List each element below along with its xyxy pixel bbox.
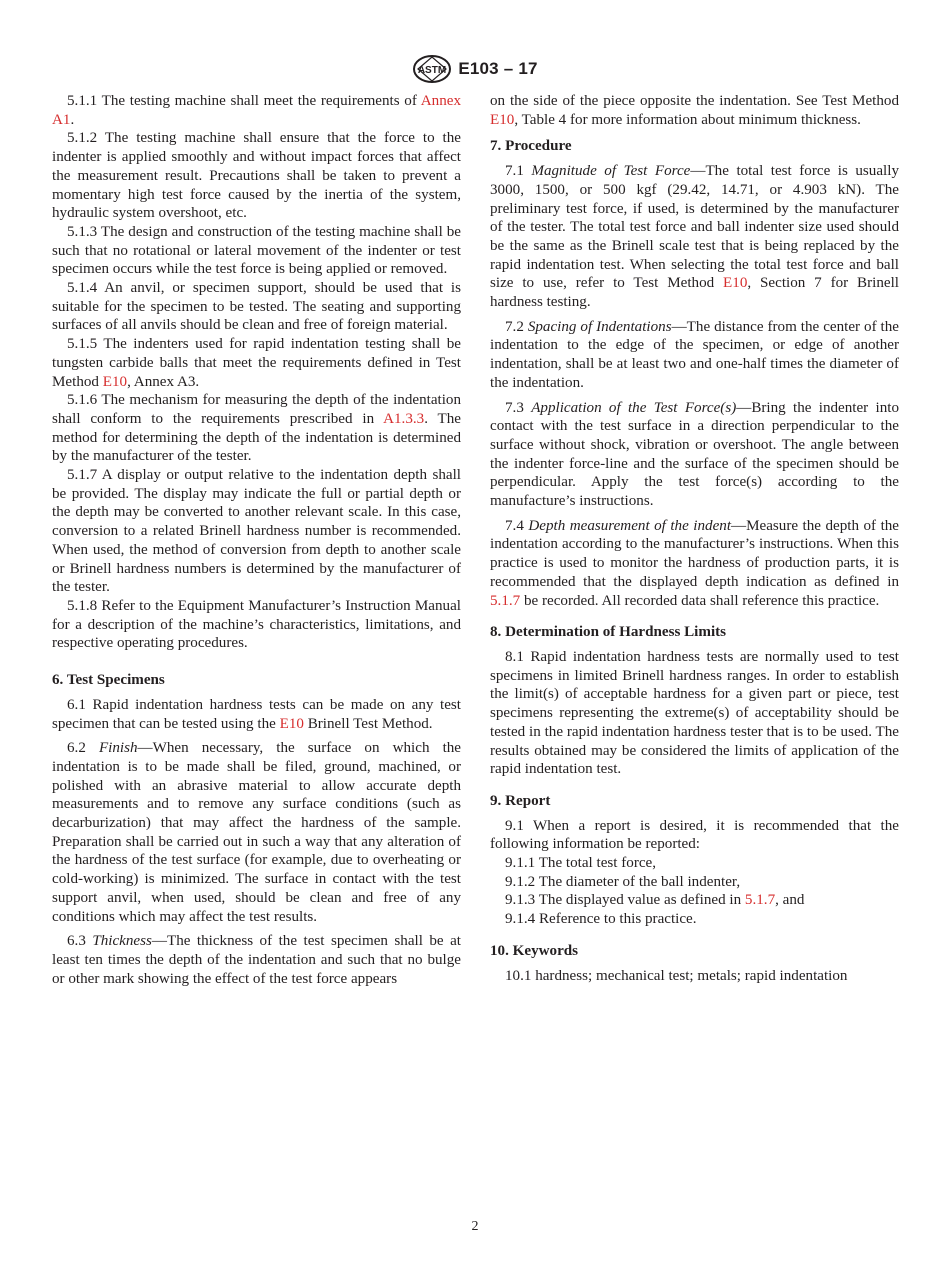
astm-logo-text: ASTM (418, 65, 447, 76)
para-8-1: 8.1 Rapid indentation hardness tests are normally used to test specimens in limited Brinell hardness ranges. In order to establish the limit(s) of acceptable hardness for a given part or piece, test specimens representing the extreme(s) of acceptability should be tested in the rapid indentation hardness tester that is to be used. The results obtained may be considered the limits of application of the rapid indentation test. (490, 648, 899, 778)
document-id: E103 – 17 (458, 59, 538, 78)
para-6-3-continued: on the side of the piece opposite the indentation. See Test Method E10, Table 4 for more information about minimum thickness. (490, 93, 899, 128)
para-5-1-3: 5.1.3 The design and construction of the testing machine shall be such that no rotational or lateral movement of the indenter or test specimen occurs while the test force is being applied or removed. (52, 223, 461, 278)
ref-5-1-7-link[interactable]: 5.1.7 (744, 892, 776, 909)
ref-e10-link[interactable]: E10 (490, 111, 515, 128)
left-column (52, 92, 461, 988)
para-10-1: 10.1 hardness; mechanical test; metals; rapid indentation (505, 967, 848, 984)
para-5-1-1: 5.1.1 The testing machine shall meet the requirements of Annex A1. (52, 93, 461, 128)
ref-5-1-7-link[interactable]: 5.1.7 (490, 592, 521, 609)
para-5-1-4: 5.1.4 An anvil, or specimen support, should be used that is suitable for the specimen to be tested. The seating and supporting surfaces of all anvils should be clean and free of foreign material. (52, 280, 461, 334)
section-8-heading: 8. Determination of Hardness Limits (490, 624, 727, 641)
right-column (490, 92, 899, 985)
para-9-1-3: 9.1.3 The displayed value as defined in 5.1.7, and (505, 892, 805, 909)
section-9-heading: 9. Report (490, 792, 551, 809)
para-6-2: 6.2 Finish—When necessary, the surface on which the indentation is to be made shall be filed, ground, machined, or polished with an abrasive material to allow accurate depth measurements and to remove any surface conditions (such as decarburization) that may affect the hardness of the sample. Preparation shall be carried out in such a way that any alteration of the hardness of the test surface (for example, due to overheating or cold-working) is minimized. The surface in contact with the test support anvil, when used, should be clean and free of any conditions which may affect the test results. (52, 740, 462, 925)
page-number: 2 (471, 1219, 479, 1234)
ref-e10-link[interactable]: E10 (279, 715, 304, 732)
astm-logo-icon (412, 54, 452, 84)
para-9-1: 9.1 When a report is desired, it is recommended that the following information be reported: (490, 817, 899, 853)
ref-e10-link[interactable]: E10 (723, 275, 748, 292)
para-9-1-2: 9.1.2 The diameter of the ball indenter, (505, 873, 741, 890)
para-7-2: 7.2 Spacing of Indentations—The distance from the center of the indentation to the edge of the specimen, or edge of another indentation, shall be at least two and one-half times the diameter of the indentation. (490, 318, 899, 391)
para-5-1-5: 5.1.5 The indenters used for rapid indentation testing shall be tungsten carbide balls that meet the requirements defined in Test Method E10, Annex A3. (52, 336, 461, 390)
para-9-1-1: 9.1.1 The total test force, (505, 855, 657, 872)
para-5-1-6: 5.1.6 The mechanism for measuring the depth of the indentation shall conform to the requirements prescribed in A1.3.3. The method for determining the depth of the indentation is determined by the manufacturer of the tester. (52, 392, 461, 465)
para-5-1-7: 5.1.7 A display or output relative to the indentation depth shall be provided. The display may indicate the full or partial depth or the depth may be converted to another relevant scale. In this case, conversion to a related Brinell hardness number is recommended. When used, the method of conversion from depth to another scale or Brinell hardness numbers is determined by the manufacturer of the tester. (52, 467, 461, 596)
section-7-heading: 7. Procedure (490, 138, 572, 155)
para-6-3: 6.3 Thickness—The thickness of the test specimen shall be at least ten times the depth of the indentation and such that no bulge or other mark showing the effect of the test force appears (52, 933, 461, 987)
ref-a1-3-3-link[interactable]: A1.3.3 (383, 410, 425, 427)
ref-e10-link[interactable]: E10 (102, 373, 128, 390)
para-5-1-2: 5.1.2 The testing machine shall ensure that the force to the indenter is applied smoothly and without impact forces that affect the measurement result. Precautions shall be taken to prevent a momentary high test force caused by the inertia of the system, hydraulic system overshoot, etc. (52, 130, 461, 222)
para-6-1: 6.1 Rapid indentation hardness tests can be made on any test specimen that can be tested using the E10 Brinell Test Method. (52, 696, 461, 732)
para-7-3: 7.3 Application of the Test Force(s)—Bring the indenter into contact with the test surface in a direction perpendicular to the surface without shock, vibration or overshoot. The angle between the indenter force-line and the surface of the specimen should be perpendicular. Apply the test force(s) according to the manufacture’s instructions. (490, 399, 899, 510)
para-9-1-4: 9.1.4 Reference to this practice. (505, 911, 697, 928)
section-10-heading: 10. Keywords (490, 942, 579, 959)
para-7-1: 7.1 Magnitude of Test Force—The total test force is usually 3000, 1500, or 500 kgf (29.42, 14.71, or 4.903 kN). The preliminary test force, if used, is determined by the manufacturer of the tester. The total test force and ball indenter size used should be the same as the Brinell scale test that is being replaced by the rapid indentation test. When selecting the total test force and ball size to use, refer to Test Method E10, Section 7 for Brinell hardness testing. (490, 163, 899, 311)
ref-annex-a1-link[interactable]: Annex A1 (52, 93, 461, 128)
para-5-1-8: 5.1.8 Refer to the Equipment Manufacturer’s Instruction Manual for a description of the machine’s characteristics, limitations, and respective operating procedures. (52, 597, 461, 652)
section-6-heading: 6. Test Specimens (52, 672, 165, 689)
para-7-4: 7.4 Depth measurement of the indent—Measure the depth of the indentation according to the manufacturer’s instructions. When this practice is used to monitor the hardness of production parts, it is recommended that the displayed depth indication as defined in 5.1.7 be recorded. All recorded data shall reference this practice. (490, 517, 900, 609)
page-header (0, 54, 950, 84)
